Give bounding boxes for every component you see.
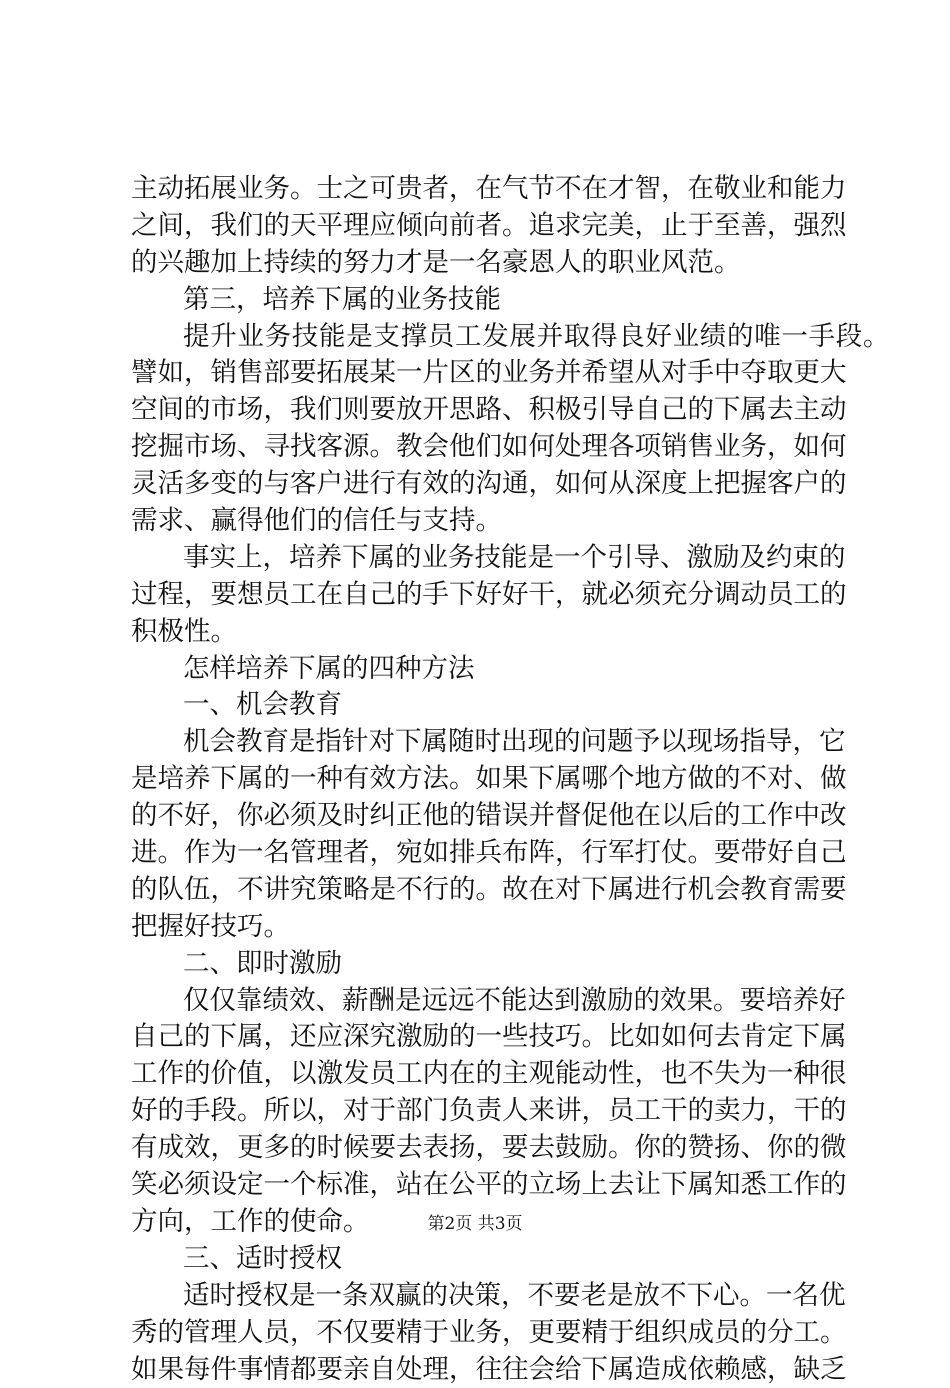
body-line: 仅仅靠绩效、薪酬是远远不能达到激励的效果。要培养好	[131, 983, 826, 1020]
document-body	[131, 171, 826, 1388]
body-line: 自己的下属，还应深究激励的一些技巧。比如如何去肯定下属	[131, 1019, 826, 1056]
body-line: 提升业务技能是支撑员工发展并取得良好业绩的唯一手段。	[131, 319, 826, 356]
body-line: 的不好，你必须及时纠正他的错误并督促他在以后的工作中改	[131, 798, 826, 835]
body-line: 过程，要想员工在自己的手下好好干，就必须充分调动员工的	[131, 577, 826, 614]
body-line: 笑必须设定一个标准，站在公平的立场上去让下属知悉工作的	[131, 1167, 826, 1204]
section-heading: 二、即时激励	[131, 946, 826, 983]
body-line: 方向，工作的使命。	[131, 1204, 826, 1241]
body-line: 之间，我们的天平理应倾向前者。追求完美，止于至善，强烈	[131, 208, 826, 245]
body-line: 好的手段。所以，对于部门负责人来讲，员工干的卖力，干的	[131, 1093, 826, 1130]
body-line: 进。作为一名管理者，宛如排兵布阵，行军打仗。要带好自己	[131, 835, 826, 872]
body-line: 适时授权是一条双赢的决策，不要老是放不下心。一名优	[131, 1278, 826, 1315]
page-footer: 第2页 共3页	[0, 1212, 950, 1236]
section-heading: 怎样培养下属的四种方法	[131, 651, 826, 688]
body-line: 积极性。	[131, 614, 826, 651]
body-line: 机会教育是指针对下属随时出现的问题予以现场指导，它	[131, 724, 826, 761]
body-line: 空间的市场，我们则要放开思路、积极引导自己的下属去主动	[131, 392, 826, 429]
body-line: 如果每件事情都要亲自处理，往往会给下属造成依赖感，缺乏	[131, 1352, 826, 1388]
body-line: 事实上，培养下属的业务技能是一个引导、激励及约束的	[131, 540, 826, 577]
body-line: 工作的价值，以激发员工内在的主观能动性，也不失为一种很	[131, 1056, 826, 1093]
body-line: 有成效，更多的时候要去表扬，要去鼓励。你的赞扬、你的微	[131, 1130, 826, 1167]
section-heading: 第三，培养下属的业务技能	[131, 282, 826, 319]
body-line: 灵活多变的与客户进行有效的沟通，如何从深度上把握客户的	[131, 466, 826, 503]
body-line: 的队伍，不讲究策略是不行的。故在对下属进行机会教育需要	[131, 872, 826, 909]
body-line: 需求、赢得他们的信任与支持。	[131, 503, 826, 540]
section-heading: 一、机会教育	[131, 687, 826, 724]
body-line: 是培养下属的一种有效方法。如果下属哪个地方做的不对、做	[131, 761, 826, 798]
body-line: 主动拓展业务。士之可贵者，在气节不在才智，在敬业和能力	[131, 171, 826, 208]
body-line: 秀的管理人员，不仅要精于业务，更要精于组织成员的分工。	[131, 1315, 826, 1352]
body-line: 挖掘市场、寻找客源。教会他们如何处理各项销售业务，如何	[131, 429, 826, 466]
body-line: 的兴趣加上持续的努力才是一名豪恩人的职业风范。	[131, 245, 826, 282]
section-heading: 三、适时授权	[131, 1241, 826, 1278]
body-line: 把握好技巧。	[131, 909, 826, 946]
body-line: 譬如，销售部要拓展某一片区的业务并希望从对手中夺取更大	[131, 355, 826, 392]
